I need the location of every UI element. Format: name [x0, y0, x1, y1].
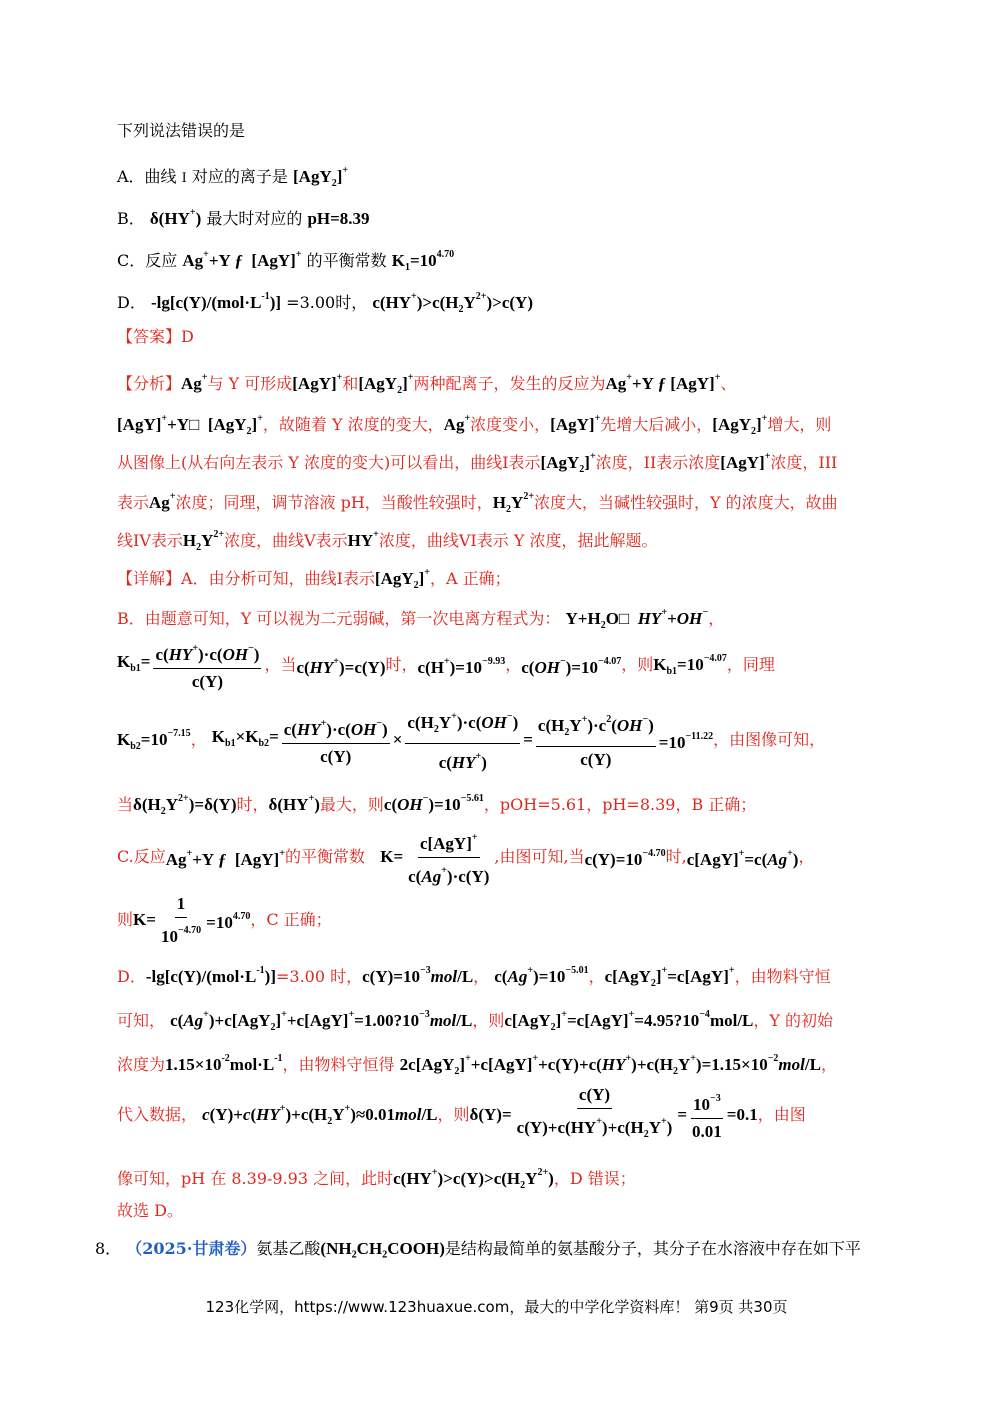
- formula-agy2: [AgY$_2$]+: [293, 165, 349, 189]
- detail-text: ，由物料守恒: [734, 967, 831, 986]
- analysis-text: 从图像上(从右向左表示 Y 浓度的变大)可以看出，曲线I表示: [117, 453, 541, 472]
- question-formula: (NH₂CH₂COOH): [320, 1239, 445, 1258]
- detail-line-b3: $K_{b2}=10^{-7.15}$ ， $K_{b1}\times K_{b2}=$ $\frac{c(HY^+)\cdot c(OH^-)}{c(Y)}$ × $\frac{c(H_2Y^+)\cdot c(OH^-)}{c(HY^+)}$ = $\frac{c(H_2Y^+)\cdot c^2(OH^-)}{c(Y)}$ $=10^{-11.22}$ ，由图像可知，: [117, 712, 825, 768]
- option-a-suffix: 对应的离子是: [191, 167, 288, 186]
- detail-text: ，由物料守恒得: [282, 1055, 395, 1074]
- option-b-suffix: 最大时对应的: [206, 209, 303, 228]
- detail-line-a: 【详解】A．由分析可知，曲线I表示[AgY$_2$]+，A 正确；: [117, 567, 511, 591]
- question-number: 8．: [95, 1239, 122, 1258]
- detail-text: 时,: [665, 847, 687, 866]
- option-b-prefix: B．: [117, 209, 145, 228]
- detail-line-d1: D．$-\lg[c(Y)/(mol\cdot L^{-1})]=3.00$ 时，$c(Y)=10^{-3}mol/L$， $c(Ag^+)=10^{-5.01}$，c[AgY$_2$]+=c[AgY]+，由物料守恒: [117, 965, 831, 989]
- analysis-text: 、: [720, 374, 737, 393]
- analysis-text: 与 Y 可形成: [207, 374, 293, 393]
- option-b-ph: pH=8.39: [307, 209, 370, 228]
- detail-text: =3.00 时，: [275, 967, 363, 986]
- analysis-text: 增大，则: [767, 415, 832, 434]
- formula-order-d: $c(HY^+)>c(H_2Y^{2+})>c(Y)$: [372, 291, 533, 315]
- formula-neglog: $-\lg[c(Y)/(mol\cdot L^{-1})]$: [150, 291, 282, 312]
- analysis-line-5: 线IV表示$H_2Y^{2+}$浓度，曲线V表示HY+浓度，曲线VI表示 Y 浓度，据此解题。: [117, 529, 658, 553]
- detail-text: 时，: [385, 655, 418, 674]
- analysis-text: 浓度；同理，调节溶液 pH，当酸性较强时，: [175, 493, 493, 512]
- analysis-text: 表示: [117, 493, 150, 512]
- analysis-text: 浓度，III: [770, 453, 838, 472]
- next-question: [95, 1238, 861, 1260]
- answer-line: [117, 326, 194, 348]
- detail-text: ，pOH=5.61，pH=8.39，B 正确；: [483, 795, 757, 814]
- question-text: 是结构最简单的氨基酸分子，其分子在水溶液中存在如下平: [444, 1239, 861, 1258]
- detail-text: A．由分析可知，曲线I表示: [181, 569, 375, 588]
- detail-text: ，由图像可知，: [713, 730, 826, 749]
- formula-delta-hy: δ(HY+): [149, 207, 202, 228]
- detail-text: 当: [117, 795, 134, 814]
- detail-line-d2: 可知， $c(Ag^+)+c[AgY_2]^++c[AgY]^+=1.00?10^{-3}mol/L$，则$c[AgY_2]^+=c[AgY]^+=4.95?10^{-4}mol/L$，Y 的初始: [117, 1009, 834, 1033]
- detail-text: ，当: [264, 655, 297, 674]
- option-a-curve: I: [181, 171, 187, 186]
- analysis-line-2: [AgY]++Y□ [AgY$_2$]+，故随着 Y 浓度的变大，Ag+浓度变小，[AgY]+先增大后减小，[AgY$_2$]+增大，则: [117, 413, 832, 437]
- analysis-text: 两种配离子，发生的反应为: [413, 374, 606, 393]
- detail-text: 则: [117, 910, 134, 929]
- detail-text: 像可知，pH 在 8.39-9.93 之间，此时: [117, 1169, 394, 1188]
- analysis-text: 浓度，曲线VI表示 Y 浓度，据此解题。: [378, 531, 658, 550]
- detail-line-b1: B．由题意可知，Y 可以视为二元弱碱，第一次电离方程式为： $Y+H_2O□$ HY++OH−，: [117, 607, 725, 631]
- analysis-text: 先增大后减小，: [600, 415, 713, 434]
- detail-line-c2: 则 K= $\frac{1}{10^{-4.70}}$ $=10^{4.70}$ ，C 正确；: [117, 893, 332, 946]
- option-c-mid: 的平衡常数: [306, 251, 387, 270]
- analysis-text: 浓度大，当碱性较强时，Y 的浓度大，故曲: [534, 493, 838, 512]
- option-d: [117, 286, 533, 321]
- detail-line-b2: $K_{b1}=$ $\frac{c(HY^+)\cdot c(OH^-)}{c(Y)}$ ，当 c(HY+)=c(Y) 时， $c(H^+)=10^{-9.93}$ ， $c(OH^-)=10^{-4.07}$ ，则 $K_{b1}=10^{-4.07}$ ，同理: [117, 640, 775, 690]
- detail-line-d3: 浓度为$1.15\times 10^{-2}mol\cdot L^{-1}$，由物料守恒得 $2c[AgY_2]^++c[AgY]^++c(Y)+c(HY^+)+c(H_2Y^+)=1.15\times 10^{-2}mol/L$，: [117, 1053, 837, 1077]
- detail-text: 最大，则: [319, 795, 384, 814]
- option-a: [117, 160, 348, 195]
- detail-text: C.反应: [117, 847, 166, 866]
- analysis-line-1: 【分析】Ag+与 Y 可形成[AgY]+和[AgY$_2$]+两种配离子，发生的反应为Ag++Y ƒ [AgY]+、: [117, 372, 737, 396]
- question-text: 氨基乙酸: [256, 1239, 321, 1258]
- detail-line-c1: C.反应 Ag++Y ƒ [AgY]+ 的平衡常数 K= $\frac{c[AgY]^+}{c(Ag^+)\cdot c(Y)}$ ,由图可知,当 $c(Y)=10^{-4.70}$ 时, c[AgY]+=c(Ag+) ，: [117, 832, 814, 882]
- detail-text: ，则: [621, 655, 654, 674]
- detail-text: ，Y 的初始: [753, 1011, 834, 1030]
- detail-line-d6: 故选 D。: [117, 1201, 183, 1220]
- analysis-text: 浓度，曲线V表示: [224, 531, 348, 550]
- k-exponent: 4.70: [436, 249, 455, 260]
- question-stem: 下列说法错误的是: [117, 121, 246, 140]
- analysis-label: 【分析】: [117, 374, 182, 393]
- detail-text: 浓度为: [117, 1055, 166, 1074]
- option-a-prefix: A．曲线: [117, 167, 177, 186]
- detail-text: ，C 正确；: [250, 910, 332, 929]
- detail-text: 可知，: [117, 1011, 166, 1030]
- answer-value: D: [181, 327, 194, 346]
- detail-text: ,由图可知,当: [494, 847, 585, 866]
- detail-text: ，A 正确；: [430, 569, 511, 588]
- detail-text: ，则: [472, 1011, 505, 1030]
- option-c: [117, 244, 454, 279]
- detail-text: D．: [117, 967, 146, 986]
- detail-text: 时，: [236, 795, 269, 814]
- answer-label: 【答案】: [117, 327, 182, 346]
- k-symbol: K: [391, 251, 405, 270]
- option-d-mid: =3.00时，: [286, 293, 368, 312]
- detail-text: B．由题意可知，Y 可以视为二元弱碱，第一次电离方程式为：: [117, 609, 561, 628]
- analysis-text: ，故随着 Y 浓度的变大，: [262, 415, 444, 434]
- option-c-prefix: C．反应: [117, 251, 178, 270]
- detail-text: 的平衡常数: [284, 847, 365, 866]
- detail-text: ，则: [437, 1105, 470, 1124]
- detail-line-d5: 像可知，pH 在 8.39-9.93 之间，此时$c(HY^+)>c(Y)>c(H_2Y^{2+})$，D 错误；: [117, 1167, 636, 1191]
- formula-reaction-c: Ag++Y ƒ [AgY]+: [182, 249, 302, 270]
- detail-text: ，由图: [757, 1105, 806, 1124]
- detail-line-b4: 当$\delta(H_2Y^{2+})=\delta(Y)$时，δ(HY+)最大，则$c(OH^-)=10^{-5.61}$，pOH=5.61，pH=8.39，B 正确；: [117, 793, 757, 817]
- analysis-text: 浓度变小，: [470, 415, 551, 434]
- option-b: [117, 202, 370, 230]
- analysis-text: 线IV表示: [117, 531, 183, 550]
- detail-text: 代入数据，: [117, 1105, 198, 1124]
- detail-text: ，D 错误；: [553, 1169, 636, 1188]
- k-value: =10: [409, 251, 437, 270]
- analysis-line-4: 表示Ag+浓度；同理，调节溶液 pH，当酸性较强时，$H_2Y^{2+}$浓度大，当碱性较强时，Y 的浓度大，故曲: [117, 491, 838, 515]
- detail-text: ，同理: [726, 655, 775, 674]
- page-footer: 123化学网，https://www.123huaxue.com，最大的中学化学资料库！ 第9页 共30页: [205, 1298, 788, 1316]
- option-d-prefix: D．: [117, 293, 146, 312]
- detail-label: 【详解】: [117, 569, 182, 588]
- analysis-text: 浓度，II表示浓度: [595, 453, 721, 472]
- formula-k1: $K_1=10^{4.70}$: [391, 249, 455, 273]
- analysis-text: 和: [342, 374, 359, 393]
- question-source: （2025·甘肃卷）: [126, 1239, 257, 1258]
- analysis-line-3: 从图像上(从右向左表示 Y 浓度的变大)可以看出，曲线I表示[AgY$_2$]+浓度，II表示浓度[AgY]+浓度，III: [117, 451, 838, 475]
- detail-line-d4: 代入数据， $c(Y)+c(HY^+)+c(H_2Y^+)\approx 0.01mol/L$ ，则 δ(Y)= $\frac{c(Y)}{c(Y)+c(HY^+)+c(H_2Y^+)}$ = $\frac{10^{-3}}{0.01}$ =0.1 ，由图: [117, 1085, 806, 1141]
